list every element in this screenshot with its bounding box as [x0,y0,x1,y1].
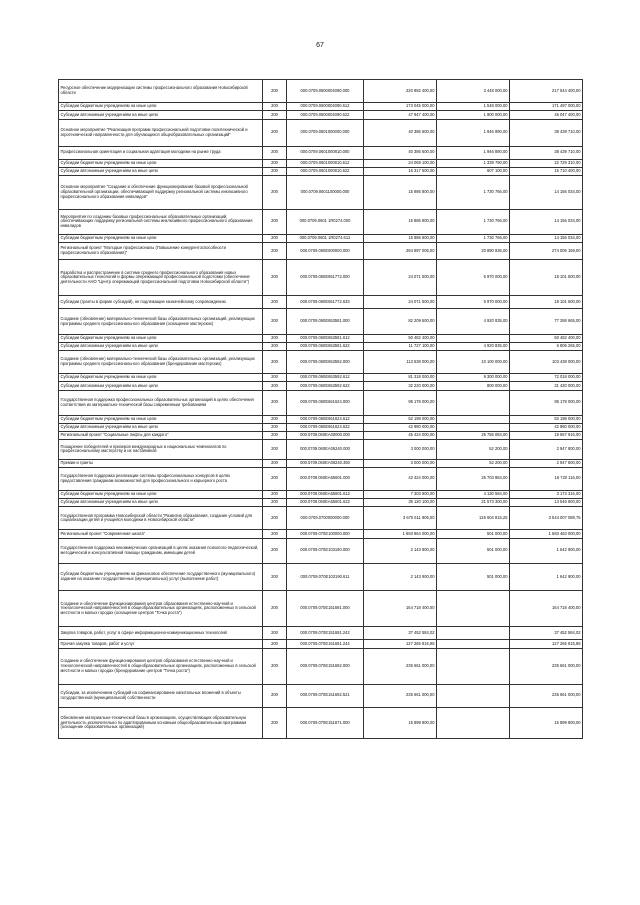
row-budget-code: 000.0709.070E151691.000 [287,591,364,627]
row-executed-amount [437,707,510,738]
row-name: Прочая закупка товаров, работ и услуг [59,640,263,648]
row-name: Основное мероприятие "Реализация программ профессиональной подготовки политехнической и агротехнической направленности для обучающихся общеобразовательных организаций" [59,119,263,146]
table-row [59,119,583,146]
row-approved-amount: 7 303 900,00 [364,490,437,498]
row-name: Субсидии автономным учреждениям на иные цели [59,342,263,350]
row-code: 200 [263,415,287,423]
table-row [59,432,583,440]
row-approved-amount: 40 386 600,00 [364,119,437,146]
row-name: Премии и гранты [59,459,263,467]
table-row [59,390,583,415]
row-budget-code: 000.0709.070E151871.000 [287,707,364,738]
row-executed-amount: 1 548 000,00 [437,103,510,111]
row-executed-amount [437,415,510,423]
row-unexecuted-amount: 171 497 000,00 [510,103,583,111]
row-executed-amount: 4 920 835,00 [437,309,510,334]
row-executed-amount: 20 890 836,00 [437,242,510,259]
row-budget-code: 000.0709.0601000000.000 [287,119,364,146]
table-row [59,459,583,467]
row-executed-amount [437,423,510,431]
row-budget-code: 000.0709.060EA06240.350 [287,459,364,467]
table-row [59,176,583,209]
row-unexecuted-amount: 3 173 316,00 [510,490,583,498]
row-code: 200 [263,374,287,382]
row-budget-code: 000.0709.070E151691.244 [287,640,364,648]
row-code: 200 [263,591,287,627]
row-approved-amount: 235 661 000,00 [364,684,437,707]
row-unexecuted-amount: 274 006 169,00 [510,242,583,259]
row-name: Субсидии бюджетным учреждениям на иные цели [59,334,263,342]
row-name: Обновление материально-технической базы в организациях, осуществляющих образовательную деятельность исключительно по адаптированным основным общеобразовательным программам (оснащение образовательных организаций) [59,707,263,738]
row-approved-amount: 173 045 000,00 [364,103,437,111]
row-approved-amount: 32 220 000,00 [364,382,437,390]
row-code: 200 [263,242,287,259]
row-budget-code: 000.0709.0601100000.000 [287,176,364,209]
row-name: Субсидии бюджетным учреждениям на иные цели [59,415,263,423]
row-code: 200 [263,159,287,167]
row-budget-code: 000.0709.060EA00000.000 [287,432,364,440]
row-name: Субсидии (гранты в форме субсидий), не подлежащие казначейскому сопровождению [59,296,263,309]
row-executed-amount: 4 130 584,00 [437,490,510,498]
row-name: Разработка и распространение в системе среднего профессионального образования новых образовательных технологий и формы опережающей профессиональной подготовки (обеспечение деятельности АНО "Центр опережающей профессиональной подготовки Новосибирской области") [59,260,263,296]
row-budget-code: 000.0709.0600004090.612 [287,103,364,111]
row-executed-amount: 9 300 000,00 [437,374,510,382]
row-budget-code: 000.0709.060EA65601.622 [287,499,364,507]
row-code: 200 [263,234,287,242]
row-code: 200 [263,499,287,507]
table-row [59,111,583,119]
row-executed-amount: 1 339 790,00 [437,159,510,167]
row-code: 200 [263,146,287,159]
row-executed-amount: 501 000,00 [437,530,510,538]
row-unexecuted-amount: 77 288 665,00 [510,309,583,334]
row-name: Создание и обеспечение функционирования центров образования естественно-научной и технологической направленностей в общеобразовательных организациях, расположенных в сельской местности и малых городах (оснащение центров "Точка роста") [59,591,263,627]
row-approved-amount: 220 892 400,00 [364,80,437,103]
row-approved-amount: 45 424 000,00 [364,432,437,440]
row-name: Субсидии автономным учреждениям на иные цели [59,382,263,390]
row-executed-amount: 25 703 884,00 [437,467,510,490]
row-approved-amount: 37 452 584,02 [364,627,437,640]
row-unexecuted-amount: 50 482 400,00 [510,334,583,342]
row-unexecuted-amount: 103 438 000,00 [510,351,583,374]
row-name: Субсидии автономным учреждениям на иные цели [59,499,263,507]
row-code: 200 [263,530,287,538]
table-row [59,234,583,242]
row-unexecuted-amount: 52 198 000,00 [510,415,583,423]
row-budget-code: 000.0709.070E103190.611 [287,563,364,590]
row-code: 200 [263,390,287,415]
row-budget-code: 000.0709.060E653581.622 [287,342,364,350]
table-row [59,684,583,707]
row-budget-code: 000.0709.070E151692.000 [287,648,364,684]
row-name: Государственная программа Новосибирской области "Развитие образования, создание условий для социализации детей и учащейся молодежи в Новосибирской области" [59,507,263,530]
row-code: 200 [263,627,287,640]
row-approved-amount: 50 482 400,00 [364,334,437,342]
row-executed-amount: 1 730 766,00 [437,234,510,242]
row-budget-code: 000.0709.060EA06240.000 [287,440,364,459]
table-row [59,648,583,684]
row-approved-amount: 24 069 100,00 [364,159,437,167]
table-row [59,103,583,111]
row-executed-amount: 1 946 890,00 [437,146,510,159]
row-budget-code: 000.0709.0600004090.000 [287,80,364,103]
row-budget-code: 000.0709.070E151692.521 [287,684,364,707]
row-name: Региональный проект "Молодые профессионалы (Повышение конкурентоспособности профессионального образования)" [59,242,263,259]
row-name: Основное мероприятие "Создание и обеспечение функционирования базовой профессиональной образовательной организации, обеспечивающей поддержку региональной системы инклюзивного профессионального образования инвалидов" [59,176,263,209]
row-unexecuted-amount: 38 439 710,00 [510,146,583,159]
row-approved-amount: 113 538 000,00 [364,351,437,374]
row-approved-amount: 95 178 000,00 [364,390,437,415]
row-budget-code: 000.0709.060E653592.000 [287,351,364,374]
row-approved-amount: 15 886 800,00 [364,209,437,234]
row-name: Ресурсное обеспечение модернизации системы профессионального образования Новосибирской области [59,80,263,103]
row-name: Субсидии, за исключением субсидий на софинансирование капитальных вложений в объекты государственной (муниципальной) собственности [59,684,263,707]
row-code: 200 [263,351,287,374]
row-unexecuted-amount: 19 667 916,00 [510,432,583,440]
row-code: 200 [263,103,287,111]
table-row [59,707,583,738]
row-approved-amount: 81 318 000,00 [364,374,437,382]
row-code: 200 [263,382,287,390]
row-unexecuted-amount: 14 156 034,00 [510,176,583,209]
row-executed-amount: 607 100,00 [437,168,510,176]
page-number: 67 [316,42,324,49]
table-row [59,80,583,103]
row-approved-amount: 82 209 500,00 [364,309,437,334]
row-code: 200 [263,538,287,563]
row-approved-amount: 127 265 815,98 [364,640,437,648]
row-budget-code: 000.0709.070E151691.242 [287,627,364,640]
row-executed-amount: 25 756 084,00 [437,432,510,440]
row-code: 200 [263,440,287,459]
row-executed-amount [437,390,510,415]
table-row [59,374,583,382]
row-code: 200 [263,342,287,350]
row-code: 200 [263,423,287,431]
row-executed-amount: 52 200,00 [437,459,510,467]
row-budget-code: 000.0709.070E100000.000 [287,530,364,538]
row-unexecuted-amount: 14 156 034,00 [510,209,583,234]
table-row [59,640,583,648]
row-unexecuted-amount: 1 683 463 000,00 [510,530,583,538]
row-approved-amount: 3 000 000,00 [364,440,437,459]
row-name: Региональный проект "Социальные лифты для каждого" [59,432,263,440]
row-unexecuted-amount: 1 642 900,00 [510,563,583,590]
row-code: 200 [263,119,287,146]
row-name: Государственная поддержка профессиональных образовательных организаций в целях обеспечения соответствия их материально-технической базы современным требованиям [59,390,263,415]
row-approved-amount: 2 143 900,00 [364,563,437,590]
row-approved-amount: 47 947 400,00 [364,111,437,119]
table-row [59,423,583,431]
row-code: 200 [263,168,287,176]
row-code: 200 [263,309,287,334]
row-unexecuted-amount: 2 947 800,00 [510,459,583,467]
row-budget-code: 000.0709.060E653592.612 [287,374,364,382]
row-name: Создание (обновление) материально-технической базы образовательных организаций, реализующих программы среднего профессионального образования (брендирование мастерских) [59,351,263,374]
row-code: 200 [263,563,287,590]
row-budget-code: 000.0709.060E661624.000 [287,390,364,415]
row-executed-amount: 501 000,00 [437,538,510,563]
row-name: Субсидии бюджетным учреждениям на иные цели [59,159,263,167]
row-executed-amount: 126 604 815,25 [437,507,510,530]
row-budget-code: 000.0709.0601000810.000 [287,146,364,159]
row-name: Субсидии бюджетным учреждениям на иные цели [59,103,263,111]
row-budget-code: 000.0709.0601 1R0274.612 [287,234,364,242]
table-row [59,209,583,234]
row-executed-amount: 3 448 000,00 [437,80,510,103]
row-budget-code: 000.0709.070E103190.000 [287,538,364,563]
row-approved-amount: 42 980 000,00 [364,423,437,431]
table-row [59,627,583,640]
row-unexecuted-amount: 235 661 000,00 [510,684,583,707]
table-row [59,530,583,538]
row-budget-code: 000.0709.060E651772.000 [287,260,364,296]
row-executed-amount [437,334,510,342]
row-approved-amount: 1 683 964 000,00 [364,530,437,538]
row-unexecuted-amount: 22 729 310,00 [510,159,583,167]
table-row [59,499,583,507]
row-budget-code: 000.0709.0601000810.622 [287,168,364,176]
row-code: 200 [263,459,287,467]
table-row [59,382,583,390]
row-budget-code: 000.0709.0700000000.000 [287,507,364,530]
row-unexecuted-amount: 16 720 116,00 [510,467,583,490]
row-name: Закупка товаров, работ, услуг в сфере информационно-коммуникационных технологий [59,627,263,640]
table-row [59,296,583,309]
row-unexecuted-amount: 37 452 584,02 [510,627,583,640]
row-executed-amount: 52 200,00 [437,440,510,459]
row-approved-amount: 11 727 100,00 [364,342,437,350]
row-code: 200 [263,640,287,648]
row-approved-amount: 2 143 900,00 [364,538,437,563]
row-budget-code: 000.0709.060E661624.622 [287,423,364,431]
row-executed-amount [437,684,510,707]
row-approved-amount: 164 718 400,00 [364,591,437,627]
row-unexecuted-amount: 6 806 265,00 [510,342,583,350]
row-budget-code: 000.0709.060E653581.000 [287,309,364,334]
row-unexecuted-amount: 15 899 800,00 [510,707,583,738]
row-budget-code: 000.0709.0601000810.612 [287,159,364,167]
table-row [59,146,583,159]
row-name: Профессиональная ориентация и социальная адаптация молодежи на рынке труда [59,146,263,159]
row-budget-code: 000.0709.060E653592.622 [287,382,364,390]
row-executed-amount: 4 920 835,00 [437,342,510,350]
row-code: 200 [263,467,287,490]
row-executed-amount: 1 730 766,00 [437,176,510,209]
row-unexecuted-amount: 18 101 500,00 [510,260,583,296]
table-row [59,159,583,167]
row-unexecuted-amount: 13 546 800,00 [510,499,583,507]
row-name: Субсидии бюджетным учреждениям на финансовое обеспечение государственного (муниципального) задания на оказание государственных (муниципальных) услуг (выполнение работ) [59,563,263,590]
row-approved-amount: 40 386 600,00 [364,146,437,159]
row-executed-amount: 10 100 000,00 [437,351,510,374]
row-code: 200 [263,648,287,684]
table-row [59,440,583,459]
row-unexecuted-amount: 18 101 500,00 [510,296,583,309]
row-unexecuted-amount: 38 439 710,00 [510,119,583,146]
row-code: 200 [263,432,287,440]
row-unexecuted-amount: 42 980 000,00 [510,423,583,431]
row-unexecuted-amount: 127 265 815,98 [510,640,583,648]
row-name: Создание и обеспечение функционирования центров образования естественно-научной и технологической направленностей в общеобразовательных организациях, расположенных в сельской местности и малых городах (брендирование центров "Точка роста") [59,648,263,684]
table-row [59,591,583,627]
row-approved-amount: 3 670 611 905,00 [364,507,437,530]
row-name: Поощрение победителей и призеров международных и национальных чемпионатов по профессиональному мастерству и их наставников [59,440,263,459]
row-name: Субсидии автономным учреждениям на иные цели [59,111,263,119]
row-approved-amount: 35 120 100,00 [364,499,437,507]
row-budget-code: 000.0709.060E653581.612 [287,334,364,342]
table-row [59,563,583,590]
row-approved-amount: 3 000 000,00 [364,459,437,467]
row-code: 200 [263,80,287,103]
table-row [59,168,583,176]
row-budget-code: 000.0709.060E600000.000 [287,242,364,259]
row-executed-amount: 1 900 000,00 [437,111,510,119]
row-name: Субсидии бюджетным учреждениям на иные цели [59,234,263,242]
row-unexecuted-amount: 95 178 000,00 [510,390,583,415]
row-unexecuted-amount: 217 544 400,00 [510,80,583,103]
table-row [59,351,583,374]
row-executed-amount: 800 000,00 [437,382,510,390]
row-budget-code: 000.0709.060E661624.612 [287,415,364,423]
row-approved-amount: 42 424 000,00 [364,467,437,490]
table-row [59,415,583,423]
row-unexecuted-amount: 1 642 900,00 [510,538,583,563]
row-approved-amount: 24 071 500,00 [364,260,437,296]
row-code: 200 [263,296,287,309]
row-code: 200 [263,490,287,498]
row-name: Мероприятия по созданию базовых профессиональных образовательных организаций, обеспечивающих поддержку региональной системы инклюзивного профессионального образования инвалидов [59,209,263,234]
table-row [59,260,583,296]
row-approved-amount: 294 997 005,00 [364,242,437,259]
row-name: Создание (обновление) материально-технической базы образовательных организаций, реализующих программы среднего профессионального образования (оснащение мастерских) [59,309,263,334]
row-executed-amount: 5 970 000,00 [437,296,510,309]
row-code: 200 [263,684,287,707]
row-approved-amount: 24 071 500,00 [364,296,437,309]
table-row [59,490,583,498]
table-row [59,242,583,259]
row-code: 200 [263,209,287,234]
row-unexecuted-amount: 15 710 400,00 [510,168,583,176]
row-executed-amount [437,627,510,640]
row-unexecuted-amount: 164 718 400,00 [510,591,583,627]
row-name: Субсидии бюджетным учреждениям на иные цели [59,490,263,498]
row-name: Субсидии автономным учреждениям на иные цели [59,423,263,431]
row-executed-amount [437,640,510,648]
row-unexecuted-amount: 46 047 400,00 [510,111,583,119]
row-unexecuted-amount: 31 420 000,00 [510,382,583,390]
row-unexecuted-amount: 14 156 034,00 [510,234,583,242]
row-name: Субсидии автономным учреждениям на иные цели [59,168,263,176]
row-approved-amount: 15 899 800,00 [364,707,437,738]
table-row [59,507,583,530]
row-code: 200 [263,260,287,296]
row-executed-amount: 21 573 300,00 [437,499,510,507]
row-name: Региональный проект "Современная школа" [59,530,263,538]
row-unexecuted-amount: 235 661 000,00 [510,648,583,684]
row-budget-code: 000.0709.060EA65601.000 [287,467,364,490]
row-code: 200 [263,334,287,342]
row-unexecuted-amount: 3 544 007 089,75 [510,507,583,530]
row-name: Государственная поддержка некоммерческих организаций в целях оказания психолого-педагогической, методической и консультативной помощи гражданам, имеющим детей [59,538,263,563]
row-code: 200 [263,176,287,209]
row-approved-amount: 52 198 000,00 [364,415,437,423]
row-executed-amount [437,591,510,627]
table-row [59,342,583,350]
table-row [59,334,583,342]
row-code: 200 [263,707,287,738]
row-executed-amount: 501 000,00 [437,563,510,590]
row-budget-code: 000.0709.0601 1R0274.000 [287,209,364,234]
budget-execution-table [58,79,583,739]
row-approved-amount: 15 886 800,00 [364,234,437,242]
row-code: 200 [263,111,287,119]
row-approved-amount: 15 886 800,00 [364,176,437,209]
table-row [59,538,583,563]
row-unexecuted-amount: 72 018 000,00 [510,374,583,382]
table-row [59,467,583,490]
row-executed-amount: 5 970 000,00 [437,260,510,296]
row-code: 200 [263,507,287,530]
row-executed-amount: 1 730 766,00 [437,209,510,234]
row-approved-amount: 235 661 000,00 [364,648,437,684]
row-executed-amount [437,648,510,684]
row-executed-amount: 1 946 890,00 [437,119,510,146]
row-name: Субсидии бюджетным учреждениям на иные цели [59,374,263,382]
row-budget-code: 000.0709.060EA65601.612 [287,490,364,498]
row-budget-code: 000.0709.060E651772.633 [287,296,364,309]
table-row [59,309,583,334]
row-name: Государственная поддержка реализации системы профессиональных конкурсов в целях предоставления гражданам возможностей для профессионального и карьерного роста [59,467,263,490]
row-budget-code: 000.0709.0600004090.622 [287,111,364,119]
row-approved-amount: 16 317 500,00 [364,168,437,176]
row-unexecuted-amount: 2 947 800,00 [510,440,583,459]
